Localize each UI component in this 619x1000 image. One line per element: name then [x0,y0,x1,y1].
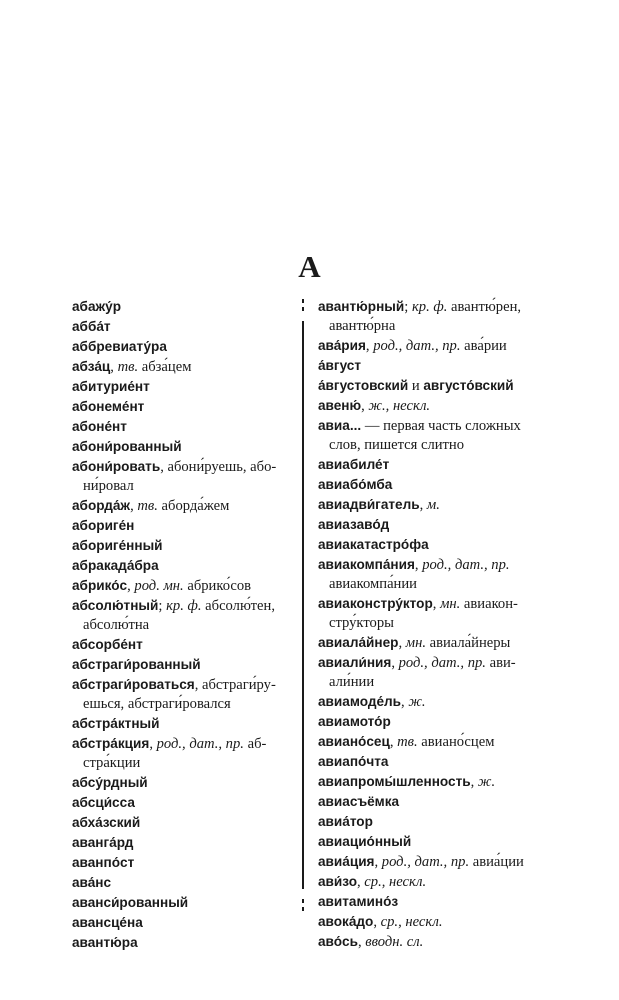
dictionary-entry [318,495,550,515]
dictionary-entry [318,892,550,912]
grammar-note: род., дат., пр. [381,854,470,870]
dictionary-entry [318,336,550,356]
dictionary-entry [318,356,550,376]
headword: абсу́рдный [72,775,148,790]
divider-dot-bottom-2 [302,907,304,911]
column-divider [302,299,304,917]
dictionary-entry [318,692,550,712]
headword: абха́зский [72,815,141,830]
grammar-note: род., дат., пр. [156,736,244,752]
headword: абитурие́нт [72,379,150,394]
dictionary-entry [318,376,550,396]
dictionary-entry [72,417,296,437]
entry-text: , [389,734,398,750]
grammar-note: род. мн. [134,578,184,594]
headword: авиадви́гатель [318,497,420,512]
grammar-note: кр. ф. [411,299,448,315]
entry-text: , [401,694,409,710]
grammar-note: ж. [408,694,426,710]
divider-dot-bottom [302,899,304,903]
entry-text: абстра́кции [83,736,267,771]
headword: аборда́ж [72,498,131,513]
dictionary-entry [318,812,550,832]
headword: авиамото́р [318,714,391,729]
headword: авиапромы́шленность [318,774,471,789]
dictionary-entry [72,337,296,357]
dictionary-entry [72,873,296,893]
entry-text: , [373,914,381,930]
headword: а́вгустовский [318,378,409,393]
entry-text: , [127,578,135,594]
headword: августо́вский [423,378,514,393]
headword: авиали́ния [318,655,392,670]
headword: авиамоде́ль [318,694,402,709]
headword: авиа́ция [318,854,375,869]
entry-text: , [374,854,382,870]
headword: авиакомпа́ния [318,557,415,572]
headword: аванси́рованный [72,895,189,910]
dictionary-entry [318,594,550,633]
headword: авока́до [318,914,374,929]
headword: аванпо́ст [72,855,135,870]
headword: авиа... [318,418,362,433]
headword: аванга́рд [72,835,134,850]
headword: абонеме́нт [72,399,145,414]
dictionary-entry [72,297,296,317]
entry-text: , [357,874,365,890]
headword: абрико́с [72,578,128,593]
headword: абба́т [72,319,111,334]
left-column [72,297,296,953]
headword: а́вгуст [318,358,362,373]
entry-text: , [110,359,118,375]
grammar-note: род., дат., пр. [398,655,486,671]
dictionary-entry [72,813,296,833]
entry-text: , [130,498,138,514]
dictionary-entry [318,555,550,594]
dictionary-entry [318,475,550,495]
headword: авиабо́мба [318,477,393,492]
entry-text: , [432,596,441,612]
entry-text: ; [158,598,167,614]
dictionary-entry [318,416,550,455]
headword: абстра́кция [72,736,150,751]
dictionary-entry [72,357,296,377]
dictionary-entry [72,397,296,417]
entry-text: ; [404,299,412,315]
entry-text: , [470,774,478,790]
dictionary-entry [72,933,296,953]
headword: абоне́нт [72,419,127,434]
headword: авиазаво́д [318,517,390,532]
dictionary-entry [318,535,550,555]
dictionary-entry [72,516,296,536]
entry-text: авиано́сцем [417,734,495,750]
dictionary-entry [318,633,550,653]
dictionary-entry [318,872,550,892]
dictionary-entry [72,734,296,773]
entry-text: , [361,398,369,414]
headword: абсци́сса [72,795,135,810]
divider-line [302,321,304,889]
grammar-note: ж. [477,774,496,790]
entry-text: , [398,635,406,651]
entry-text: абрико́сов [183,578,252,594]
entry-text: ава́рии [460,338,507,354]
entry-text: — первая часть сложных слов, пишется слитно [329,418,521,453]
dictionary-entry [318,515,550,535]
dictionary-entry [72,496,296,516]
headword: абориге́нный [72,538,163,553]
dictionary-entry [72,457,296,496]
dictionary-entry [318,297,550,336]
dictionary-entry [72,536,296,556]
entry-text: , [365,338,374,354]
entry-text: и [408,378,424,394]
dictionary-entry [318,712,550,732]
dictionary-entry [72,437,296,457]
headword: абстра́ктный [72,716,160,731]
dictionary-entry [72,655,296,675]
entry-text: абза́цем [138,359,192,375]
entry-text: авиали́нии [329,655,516,690]
headword: авиано́сец [318,734,390,749]
headword: авиаконстру́ктор [318,596,433,611]
entry-text: , [414,557,423,573]
headword: абсорбе́нт [72,637,143,652]
divider-dot-top [302,299,304,303]
grammar-note: мн. [405,635,426,651]
dictionary-entry [72,714,296,734]
divider-dot-top-2 [302,307,304,311]
dictionary-entry [318,752,550,772]
grammar-note: тв. [137,498,158,514]
headword: авантю́рный [318,299,405,314]
headword: авитамино́з [318,894,399,909]
headword: абракада́бра [72,558,159,573]
dictionary-entry [318,732,550,752]
headword: ава́нс [72,875,112,890]
headword: авиабиле́т [318,457,390,472]
headword: абони́рованный [72,439,182,454]
dictionary-entry [72,556,296,576]
entry-text: , [391,655,399,671]
dictionary-entry [318,455,550,475]
dictionary-entry [72,853,296,873]
grammar-note: ср., нескл. [364,874,427,890]
dictionary-entry [72,675,296,714]
dictionary-entry [318,912,550,932]
dictionary-entry [72,635,296,655]
grammar-note: вводн. сл. [365,934,424,950]
dictionary-entry [318,396,550,416]
headword: аббревиату́ра [72,339,167,354]
dictionary-entry [72,833,296,853]
entry-text: , [419,497,427,513]
headword: авантю́ра [72,935,138,950]
entry-text: авиа́ции [469,854,524,870]
headword: авиасъёмка [318,794,400,809]
headword: абза́ц [72,359,111,374]
entry-text: абсолю́тен, абсолю́тна [83,598,275,633]
dictionary-entry [72,596,296,635]
headword: ава́рия [318,338,366,353]
dictionary-entry [318,852,550,872]
entry-text: , [149,736,157,752]
headword: авиакатастро́фа [318,537,429,552]
entry-text: , абстраги́руешься, абстраги́ровался [83,677,276,712]
grammar-note: тв. [117,359,139,375]
dictionary-entry [72,793,296,813]
entry-text: авиакомпа́нии [329,576,417,592]
entry-text: авиала́йнеры [425,635,511,651]
headword: абони́ровать [72,459,161,474]
headword: абориге́н [72,518,135,533]
dictionary-entry [318,653,550,692]
grammar-note: род., дат., пр. [422,557,510,573]
dictionary-entry [318,832,550,852]
dictionary-entry [72,913,296,933]
headword: абстраги́рованный [72,657,201,672]
headword: абсолю́тный [72,598,159,613]
entry-text: авиаконстру́кторы [329,596,518,631]
grammar-note: ж., нескл. [368,398,431,414]
right-column [318,297,550,952]
dictionary-entry [72,576,296,596]
entry-text: , абони́руешь, абони́ровал [83,459,277,494]
dictionary-entry [72,773,296,793]
dictionary-entry [72,893,296,913]
headword: авиапо́чта [318,754,389,769]
dictionary-entry [72,317,296,337]
headword: ави́зо [318,874,357,889]
dictionary-entry [318,772,550,792]
headword: авеню́ [318,398,362,413]
entry-text: авантю́рен, авантю́рна [329,299,522,334]
grammar-note: м. [426,497,440,513]
section-letter: А [298,249,321,284]
dictionary-entry [318,932,550,952]
headword: абстраги́роваться [72,677,195,692]
grammar-note: мн. [440,596,461,612]
dictionary-entry [318,792,550,812]
headword: авиацио́нный [318,834,412,849]
grammar-note: тв. [397,734,418,750]
entry-text: , [357,934,366,950]
headword: авансце́на [72,915,143,930]
headword: абажу́р [72,299,122,314]
entry-text: аборда́жем [157,498,230,514]
dictionary-entry [72,377,296,397]
headword: аво́сь [318,934,358,949]
grammar-note: род., дат., пр. [373,338,461,354]
grammar-note: кр. ф. [166,598,202,614]
headword: авиала́йнер [318,635,399,650]
grammar-note: ср., нескл. [380,914,443,930]
headword: авиа́тор [318,814,373,829]
